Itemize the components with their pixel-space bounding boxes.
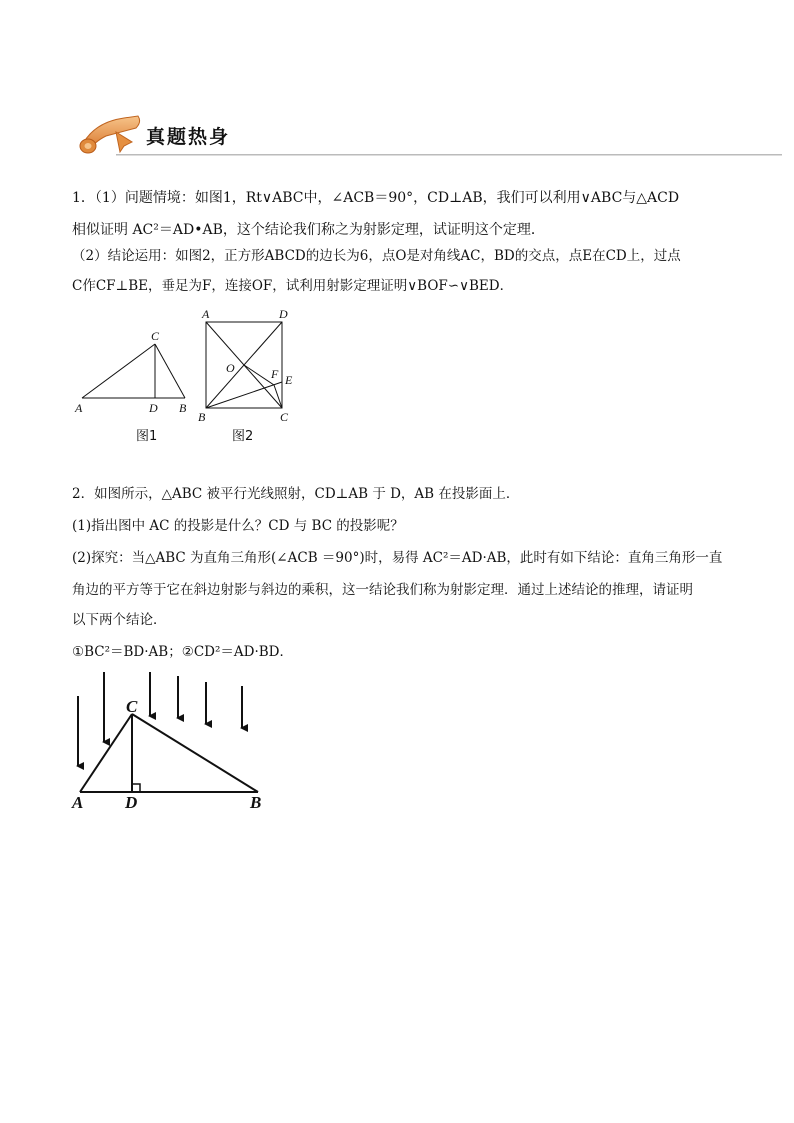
fig1-label-d: D [149, 401, 158, 415]
q2-line-3: (2)探究：当△ABC 为直角三角形(∠ACB ＝90°)时，易得 AC²＝AD·AB，此时有如下结论：直角三角形一直 [72, 550, 723, 566]
q2-label-b: B [250, 793, 262, 810]
q2-side-bc [132, 714, 258, 792]
figure-q2 [68, 668, 278, 810]
q2-line-6: ①BC²＝BD·AB；②CD²＝AD·BD． [72, 644, 293, 660]
q1-line-4: C作CF⊥BE，垂足为F，连接OF，试利用射影定理证明∨BOF∽∨BED． [72, 278, 514, 294]
fig1-caption: 图1 [136, 429, 158, 444]
q2-label-d: D [125, 793, 138, 810]
q2-label-c: C [126, 697, 138, 716]
fig2-label-o: O [226, 361, 235, 375]
header-divider [116, 154, 782, 156]
fig2-label-c: C [280, 410, 289, 424]
fig2-label-e: E [285, 373, 293, 387]
fig2-segment-cf [274, 385, 282, 408]
figure-1 [72, 326, 192, 448]
q1-line-1: 1．（1）问题情境：如图1，Rt∨ABC中，∠ACB＝90°，CD⊥AB，我们可以利用∨ABC与△ACD [72, 190, 680, 206]
right-angle-mark [132, 784, 140, 792]
fig2-label-d: D [279, 307, 288, 321]
q2-side-ac [80, 714, 132, 792]
fig2-label-b: B [198, 410, 206, 424]
q2-label-a: A [72, 793, 84, 810]
q2-line-1: 2．如图所示，△ABC 被平行光线照射，CD⊥AB 于 D，AB 在投影面上． [72, 486, 520, 502]
q2-line-4: 角边的平方等于它在斜边射影与斜边的乘积，这一结论我们称为射影定理．通过上述结论的推理，请证明 [72, 582, 693, 598]
fig1-label-c: C [151, 329, 160, 343]
fig2-label-a: A [202, 307, 210, 321]
fig2-caption: 图2 [232, 429, 254, 444]
fig2-label-f: F [271, 367, 279, 381]
fig1-label-a: A [75, 401, 83, 415]
scroll-icon [76, 112, 146, 158]
section-title: 真题热身 [146, 126, 231, 148]
figure-2 [196, 304, 306, 448]
q1-line-3: （2）结论运用：如图2，正方形ABCD的边长为6，点O是对角线AC，BD的交点，点E在CD上，过点 [72, 248, 681, 264]
q1-line-2: 相似证明 AC²＝AD•AB，这个结论我们称之为射影定理，试证明这个定理． [72, 222, 545, 238]
q2-line-2: (1)指出图中 AC 的投影是什么？CD 与 BC 的投影呢？ [72, 518, 404, 534]
fig1-side-ac [82, 344, 155, 398]
fig1-label-b: B [179, 401, 187, 415]
fig1-side-bc [155, 344, 185, 398]
section-header [76, 112, 782, 162]
q2-line-5: 以下两个结论． [72, 612, 167, 628]
